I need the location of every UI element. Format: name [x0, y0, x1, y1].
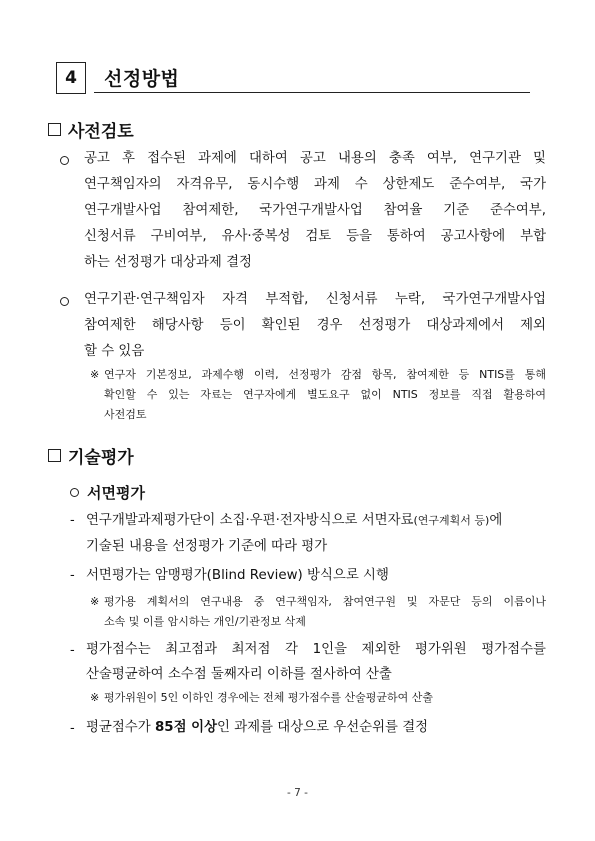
paragraph-line: 할 수 있음	[84, 344, 145, 359]
paragraph-line: 서면평가는 암맹평가(Blind Review) 방식으로 시행	[86, 568, 389, 583]
text-run: 에	[489, 513, 503, 528]
square-bullet-icon	[48, 123, 61, 136]
paragraph-line: 공고 후 접수된 과제에 대하여 공고 내용의 충족 여부, 연구기관 및	[84, 151, 546, 166]
circle-bullet-icon	[60, 295, 69, 310]
section-heading-precheck	[48, 117, 134, 142]
page-number: - 7 -	[287, 787, 308, 799]
dash-bullet: -	[70, 643, 75, 658]
section-number-box	[56, 62, 86, 94]
paragraph-line: 기술된 내용을 선정평가 기준에 따라 평가	[86, 539, 328, 554]
paragraph-line: 연구책임자의 자격유무, 동시수행 과제 수 상한제도 준수여부, 국가	[84, 177, 546, 192]
note-mark: ※	[90, 691, 100, 704]
paragraph-line: 신청서류 구비여부, 유사·중복성 검토 등을 통하여 공고사항에 부합	[84, 229, 546, 244]
subsection-heading	[70, 482, 145, 503]
subsection-title: 서면평가	[87, 484, 145, 502]
title-underline	[94, 92, 530, 93]
paragraph-line: 참여제한 해당사항 등이 확인된 경우 선정평가 대상과제에서 제외	[84, 318, 546, 333]
note-line: 평가용 계획서의 연구내용 중 연구책임자, 참여연구원 및 자문단 등의 이름이나	[104, 595, 546, 608]
note-line: 소속 및 이를 암시하는 개인/기관정보 삭제	[104, 615, 306, 628]
paragraph-line: 연구개발사업 참여제한, 국가연구개발사업 참여율 기준 준수여부,	[84, 203, 546, 218]
section-number: 4	[65, 68, 77, 88]
square-bullet-icon	[48, 449, 61, 462]
note-line: 확인할 수 있는 자료는 연구자에게 별도요구 없이 NTIS 정보를 직접 활용하여	[104, 388, 546, 401]
note-mark: ※	[90, 595, 100, 608]
paragraph-line	[86, 715, 428, 741]
note-line: 사전검토	[104, 408, 147, 421]
circle-bullet-icon	[70, 488, 79, 497]
text-run-small: (연구계획서 등)	[413, 514, 490, 527]
note-mark: ※	[90, 368, 100, 381]
paragraph-line: 산술평균하여 소수점 둘째자리 이하를 절사하여 산출	[86, 667, 392, 682]
text-run: 연구개발과제평가단이 소집·우편·전자방식으로 서면자료	[86, 513, 414, 528]
circle-bullet-icon	[60, 154, 69, 169]
paragraph-line: 평가점수는 최고점과 최저점 각 1인을 제외한 평가위원 평가점수를	[86, 642, 546, 657]
emphasis-text: 85점 이상	[154, 720, 218, 735]
paragraph-line: 하는 선정평가 대상과제 결정	[84, 255, 252, 270]
section-heading-tech-eval	[48, 443, 134, 468]
dash-bullet: -	[70, 721, 75, 736]
section-title: 기술평가	[68, 448, 134, 468]
note-line: 평가위원이 5인 이하인 경우에는 전체 평가점수를 산술평균하여 산출	[104, 691, 434, 704]
text-run: 인 과제를 대상으로 우선순위를 결정	[217, 720, 429, 735]
page-title: 선정방법	[104, 68, 180, 90]
text-run: 평균점수가	[86, 720, 155, 735]
dash-bullet: -	[70, 513, 75, 528]
paragraph-line: 연구기관·연구책임자 자격 부적합, 신청서류 누락, 국가연구개발사업	[84, 292, 546, 307]
section-title: 사전검토	[68, 122, 134, 142]
note-line: 연구자 기본정보, 과제수행 이력, 선정평가 감점 항목, 참여제한 등 NTIS를 통해	[104, 368, 546, 381]
paragraph-line	[86, 508, 502, 534]
dash-bullet: -	[70, 568, 75, 583]
